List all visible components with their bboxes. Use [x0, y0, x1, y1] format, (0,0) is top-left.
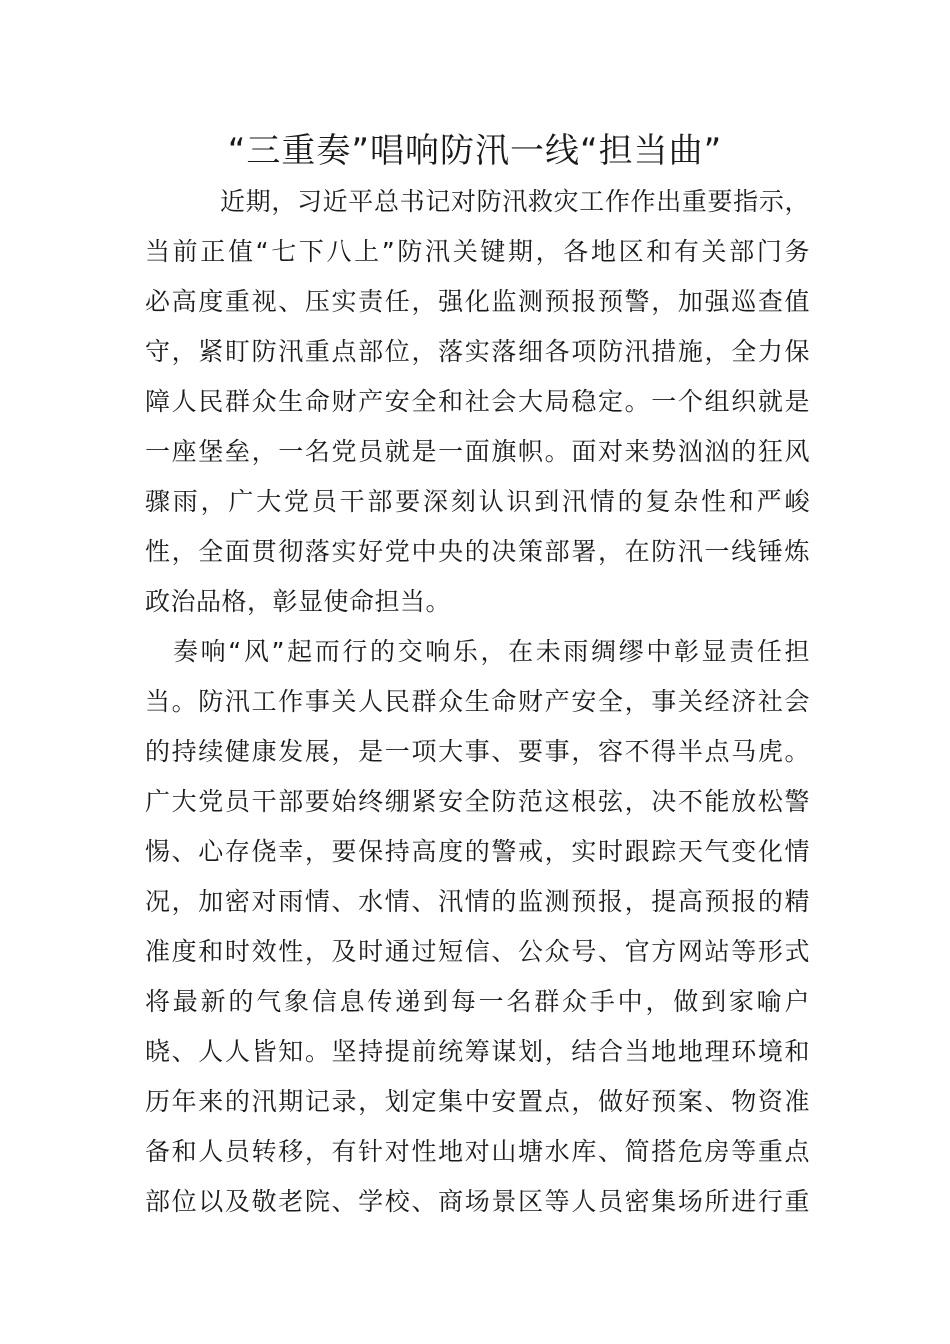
paragraph-line: 晓、人人皆知。坚持提前统筹谋划，结合当地地理环境和 [145, 1037, 810, 1066]
paragraph-line: 当。防汛工作事关人民群众生命财产安全，事关经济社会 [145, 687, 810, 716]
paragraph-line: 况，加密对雨情、水情、汛情的监测预报，提高预报的精 [145, 887, 810, 916]
paragraph-line: 部位以及敬老院、学校、商场景区等人员密集场所进行重 [145, 1187, 810, 1216]
paragraph-1 [145, 177, 810, 627]
paragraph-line: 惕、心存侥幸，要保持高度的警戒，实时跟踪天气变化情 [145, 837, 810, 866]
paragraph-line: 近期，习近平总书记对防汛救灾工作作出重要指示， [220, 187, 810, 216]
paragraph-line: 守，紧盯防汛重点部位，落实落细各项防汛措施，全力保 [145, 337, 810, 366]
paragraph-line: 备和人员转移，有针对性地对山塘水库、简搭危房等重点 [145, 1137, 810, 1166]
paragraph-line: 奏响“风”起而行的交响乐，在未雨绸缪中彰显责任担 [173, 637, 810, 666]
paragraph-line: 必高度重视、压实责任，强化监测预报预警，加强巡查值 [145, 287, 810, 316]
paragraph-line: 当前正值“七下八上”防汛关键期，各地区和有关部门务 [145, 237, 810, 266]
paragraph-line: 的持续健康发展，是一项大事、要事，容不得半点马虎。 [145, 737, 810, 766]
paragraph-2 [145, 627, 810, 1227]
paragraph-line: 准度和时效性，及时通过短信、公众号、官方网站等形式 [145, 937, 810, 966]
paragraph-line: 政治品格，彰显使命担当。 [145, 587, 452, 616]
document-title: “三重奏”唱响防汛一线“担当曲” [227, 131, 723, 171]
paragraph-line: 广大党员干部要始终绷紧安全防范这根弦，决不能放松警 [145, 787, 810, 816]
paragraph-line: 骤雨，广大党员干部要深刻认识到汛情的复杂性和严峻 [145, 487, 810, 516]
paragraph-line: 障人民群众生命财产安全和社会大局稳定。一个组织就是 [145, 387, 810, 416]
document-body [145, 177, 810, 1227]
paragraph-line: 性，全面贯彻落实好党中央的决策部署，在防汛一线锤炼 [145, 537, 810, 566]
paragraph-line: 历年来的汛期记录，划定集中安置点，做好预案、物资准 [145, 1087, 810, 1116]
paragraph-line: 将最新的气象信息传递到每一名群众手中，做到家喻户 [145, 987, 810, 1016]
paragraph-line: 一座堡垒，一名党员就是一面旗帜。面对来势汹汹的狂风 [145, 437, 810, 466]
